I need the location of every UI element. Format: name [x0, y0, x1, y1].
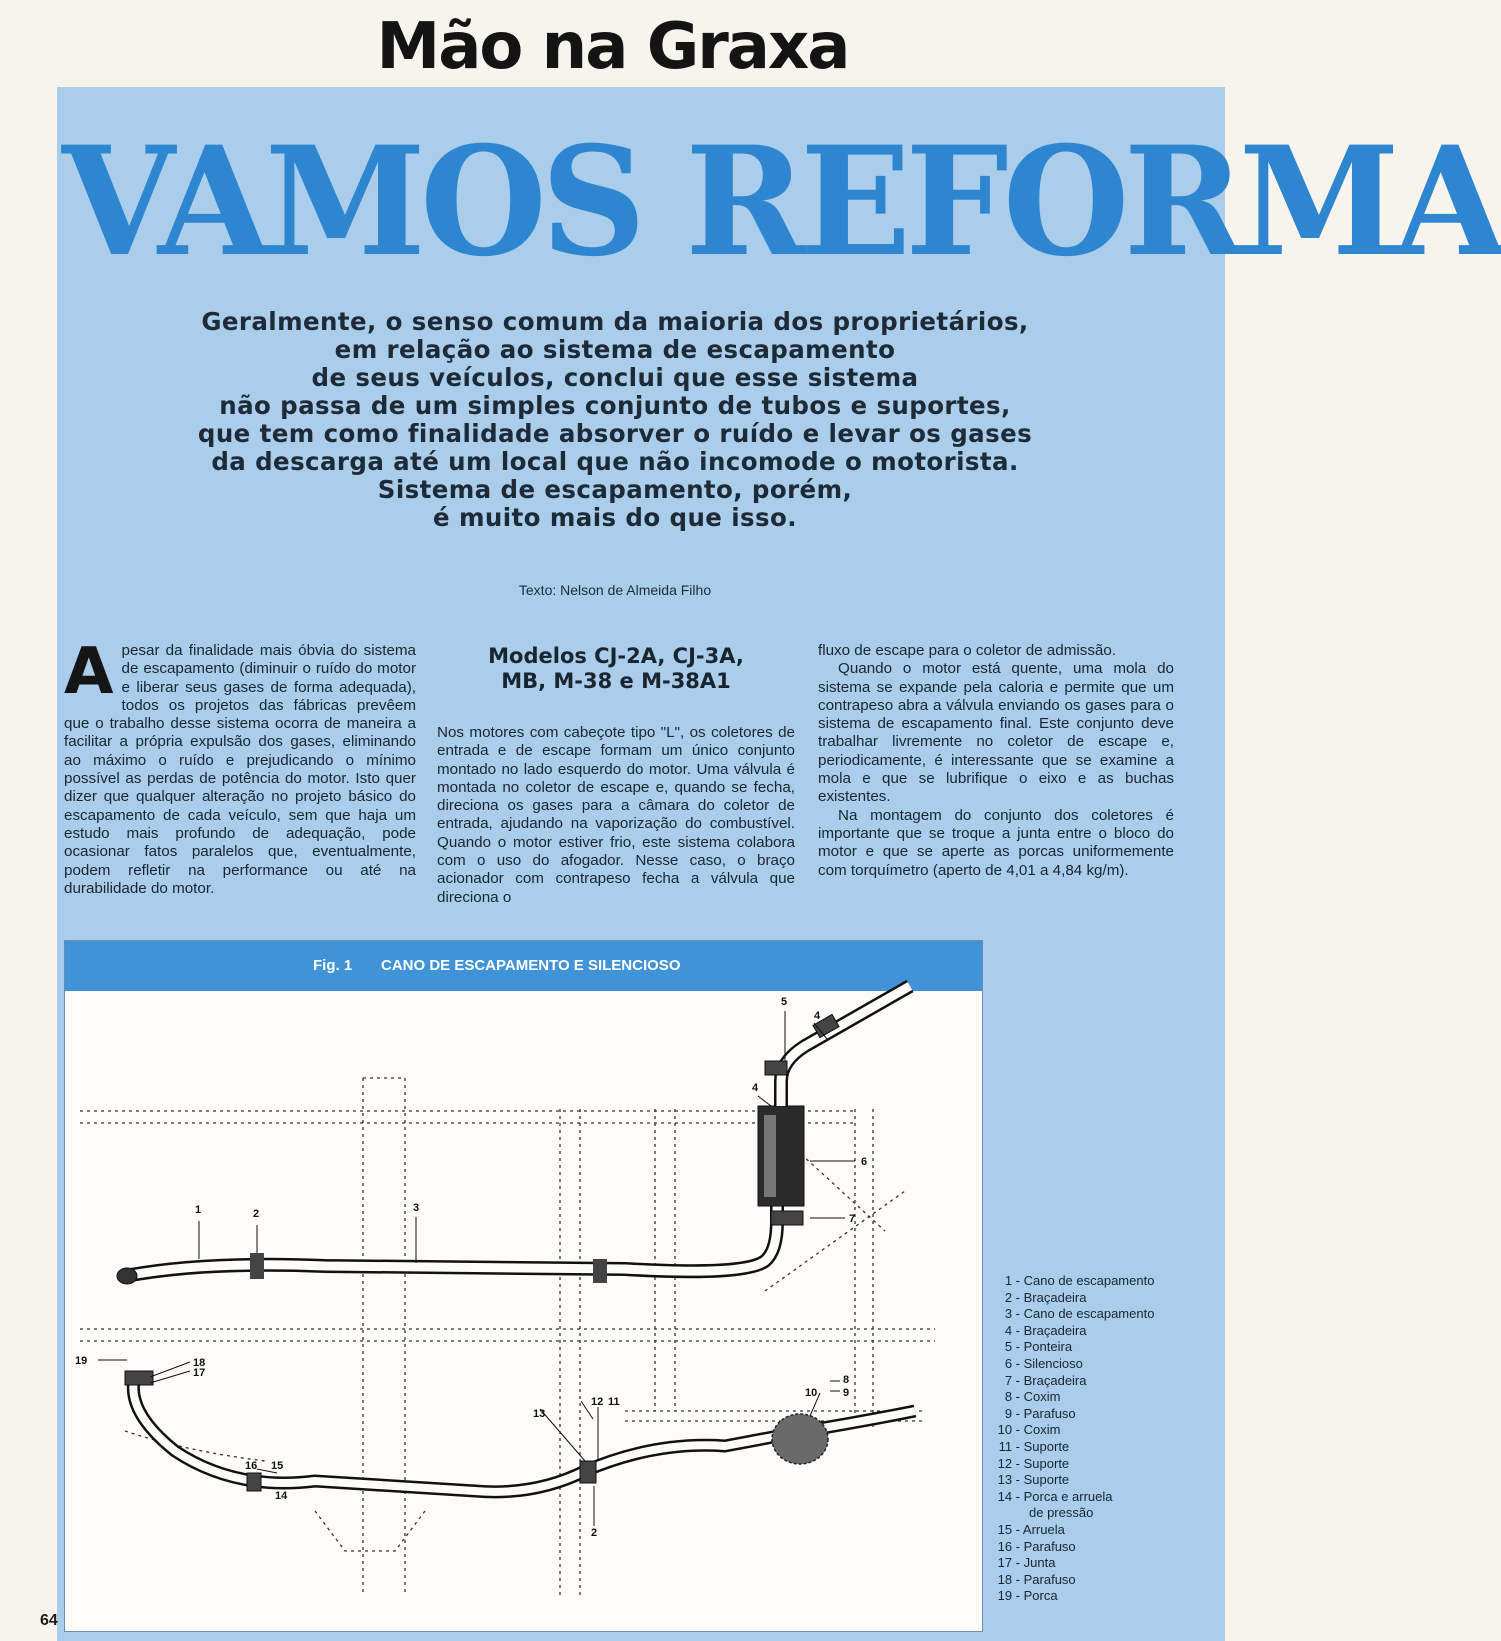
callout-label: 12 [591, 1396, 604, 1408]
callout-label: 6 [861, 1156, 868, 1168]
legend-number: 12 - [997, 1455, 1020, 1471]
callout-label: 13 [533, 1408, 546, 1420]
lead-line: de seus veículos, conclui que esse sistema [311, 363, 919, 392]
legend-label: Cano de escapamento [1023, 1306, 1155, 1322]
legend-number: 6 - [1004, 1355, 1020, 1371]
figure-number: Fig. 1 [313, 957, 353, 974]
body-column-2 [437, 642, 795, 907]
figure-title: CANO DE ESCAPAMENTO E SILENCIOSO [381, 957, 681, 974]
lead-line: que tem como finalidade absorver o ruído e levar os gases [197, 419, 1033, 448]
callout-label: 15 [271, 1460, 284, 1472]
callout-label: 16 [245, 1460, 258, 1472]
lead-line: da descarga até um local que não incomode o motorista. [211, 447, 1019, 476]
legend-item [984, 1489, 1219, 1506]
legend-label: Ponteira [1023, 1339, 1073, 1355]
figure-legend [984, 1273, 1219, 1605]
legend-number: 13 - [997, 1472, 1020, 1488]
legend-label: Parafuso [1023, 1405, 1076, 1421]
legend-item [984, 1555, 1219, 1572]
legend-number: 18 - [997, 1571, 1020, 1587]
callout-label: 3 [413, 1202, 420, 1214]
callout-label: 5 [781, 996, 788, 1008]
callout-label: 14 [275, 1490, 288, 1502]
callout-label: 1 [195, 1204, 202, 1216]
legend-number: 15 - [997, 1521, 1020, 1537]
legend-item [984, 1572, 1219, 1589]
legend-item [984, 1406, 1219, 1423]
legend-item [984, 1273, 1219, 1290]
exhaust-system-diagram [65, 991, 982, 1631]
body-paragraph: Na montagem do conjunto dos coletores é importante que se troque a junta entre o bloco do motor e que se aperte as porcas uniformemente com torquímetro (aperto de 4,01 a 4,84 kg/m). [818, 806, 1174, 879]
legend-label: Coxim [1023, 1389, 1061, 1405]
lead-paragraph [150, 308, 1080, 532]
legend-item [984, 1389, 1219, 1406]
legend-item [984, 1339, 1219, 1356]
figure-caption-bar [65, 941, 982, 991]
byline: Texto: Nelson de Almeida Filho [518, 582, 712, 598]
legend-item [984, 1290, 1219, 1307]
subhead-line: MB, M-38 e M-38A1 [501, 669, 731, 693]
legend-number: 1 - [1004, 1273, 1020, 1288]
callout-label: 10 [805, 1387, 818, 1399]
legend-item [984, 1456, 1219, 1473]
legend-number: 3 - [1004, 1306, 1020, 1322]
article-headline: VAMOS REFORMA [62, 114, 1501, 290]
legend-label: Suporte [1023, 1472, 1070, 1488]
lead-line: é muito mais do que isso. [433, 503, 797, 532]
legend-label: Coxim [1023, 1422, 1061, 1438]
exhaust-figure [64, 940, 983, 1632]
callout-label: 4 [752, 1082, 759, 1094]
legend-item [984, 1472, 1219, 1489]
legend-label: Parafuso [1023, 1571, 1076, 1587]
callout-label: 8 [843, 1374, 850, 1386]
callout-label: 18 [193, 1357, 206, 1369]
subhead-line: Modelos CJ-2A, CJ-3A, [488, 644, 744, 668]
drop-cap: A [64, 635, 114, 709]
legend-item-continuation: de pressão [1029, 1505, 1094, 1521]
chassis-outline [80, 1078, 935, 1596]
legend-label: Arruela [1022, 1521, 1065, 1537]
legend-number: 19 - [997, 1588, 1020, 1604]
legend-number: 4 - [1004, 1322, 1020, 1338]
legend-number: 9 - [1004, 1405, 1020, 1421]
legend-item [984, 1522, 1219, 1539]
legend-number: 14 - [997, 1488, 1020, 1504]
lead-line: Sistema de escapamento, porém, [377, 475, 853, 504]
legend-item [984, 1539, 1219, 1556]
body-paragraph: pesar da finalidade mais óbvia do sistema de escapamento (diminuir o ruído do motor e liberar seus gases de forma adequada), todos os projetos das fábricas prevêem que o trabalho desse sistema ocorra de maneira a facilitar a própria expulsão dos gases, eliminando ao máximo o ruído e prejudicando o mínimo possível as perdas de potência do motor. Isto quer dizer que qualquer alteração no projeto básico do escapamento de cada veículo, sem que haja um estudo mais profundo de adequação, pode ocasionar fatos paralelos que, eventualmente, podem refletir na performance ou até na durabilidade do motor. [64, 642, 416, 897]
body-column-1 [64, 635, 416, 898]
body-paragraph: Nos motores com cabeçote tipo "L", os coletores de entrada e de escape formam um único conjunto montado no lado esquerdo do motor. Uma válvula é montada no coletor de escape e, quando se fecha, direciona os gases para a câmara do coletor de entrada, ajudando na vaporização do combustível. Quando o motor estiver frio, este sistema colabora com o uso do afogador. Nesse caso, o braço acionador com contrapeso fecha a válvula que direciona o [437, 724, 795, 906]
legend-label: Braçadeira [1023, 1372, 1087, 1388]
legend-label: Porca [1023, 1588, 1058, 1604]
legend-number: 11 - [998, 1438, 1020, 1454]
legend-number: 8 - [1004, 1389, 1020, 1405]
legend-label: Suporte [1023, 1438, 1070, 1454]
lead-line: não passa de um simples conjunto de tubos e suportes, [219, 391, 1011, 420]
lead-line: Geralmente, o senso comum da maioria dos proprietários, [201, 307, 1029, 336]
legend-label: Silencioso [1023, 1355, 1083, 1371]
legend-number: 2 - [1004, 1289, 1020, 1305]
callout-label: 9 [843, 1387, 850, 1399]
legend-item [984, 1588, 1219, 1605]
lower-exhaust-pipe [125, 1371, 915, 1492]
section-subhead [437, 644, 795, 694]
legend-number: 7 - [1004, 1372, 1020, 1388]
callout-label: 17 [193, 1367, 206, 1379]
callout-label: 2 [253, 1208, 260, 1220]
upper-exhaust-pipe [117, 1191, 777, 1284]
section-title: Mão na Graxa [376, 10, 849, 84]
legend-label: Braçadeira [1023, 1289, 1087, 1305]
callout-label: 19 [75, 1355, 88, 1367]
body-paragraph: Quando o motor está quente, uma mola do sistema se expande pela caloria e permite que um contrapeso abra a válvula enviando os gases para o sistema de escapamento final. Este conjunto deve trabalhar livremente no coletor de escape e, periodicamente, é interessante que se examine a mola e que se lubrifique o eixo e as buchas existentes. [818, 660, 1174, 806]
legend-number: 16 - [997, 1538, 1020, 1554]
legend-item [984, 1306, 1219, 1323]
legend-label: Porca e arruela [1023, 1488, 1113, 1504]
legend-item [984, 1373, 1219, 1390]
body-column-3 [818, 642, 1174, 880]
callout-label: 2 [591, 1527, 598, 1539]
legend-item [984, 1422, 1219, 1439]
lead-line: em relação ao sistema de escapamento [334, 335, 896, 364]
legend-number: 17 - [997, 1555, 1020, 1571]
callout-label: 7 [849, 1213, 856, 1225]
legend-label: Suporte [1023, 1455, 1070, 1471]
legend-item [984, 1323, 1219, 1340]
legend-item [984, 1356, 1219, 1373]
body-paragraph: fluxo de escape para o coletor de admissão. [818, 642, 1117, 659]
legend-number: 10 - [997, 1422, 1020, 1438]
legend-label: Braçadeira [1023, 1322, 1087, 1338]
legend-item [984, 1439, 1219, 1456]
legend-label: Junta [1023, 1555, 1056, 1571]
legend-label: Parafuso [1023, 1538, 1076, 1554]
callout-label: 11 [608, 1396, 620, 1408]
legend-label: Cano de escapamento [1023, 1273, 1155, 1288]
legend-number: 5 - [1004, 1339, 1020, 1355]
callout-label: 4 [814, 1010, 821, 1022]
page-number: 64 [40, 1612, 58, 1629]
